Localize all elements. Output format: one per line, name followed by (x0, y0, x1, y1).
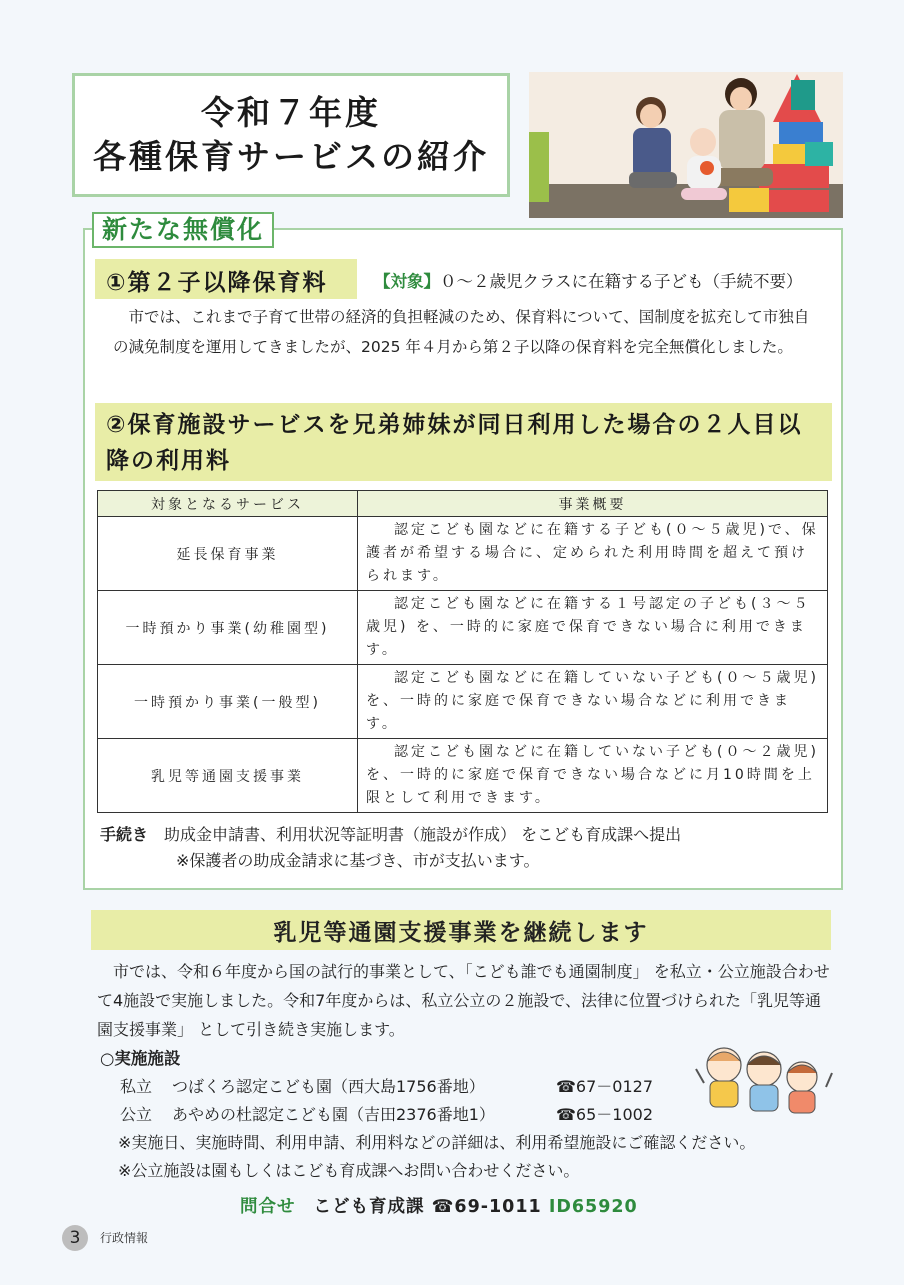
item2-heading: ②保育施設サービスを兄弟姉妹が同日利用した場合の２人目以降の利用料 (106, 412, 803, 474)
facility-tel: ☎67－0127 (556, 1077, 654, 1096)
table-row (98, 665, 828, 739)
facility-name: つばくろ認定こども園（西大島1756番地） (172, 1077, 485, 1096)
table-row (98, 591, 828, 665)
target-text: ０～２歳児クラスに在籍する子ども（手続不要） (440, 272, 803, 291)
table-cell-desc: 認定こども園などに在籍する子ども(０～５歳児)で、保護者が希望する場合に、定められた利用時間を超えて預けられます。 (358, 517, 828, 591)
item1-target (374, 268, 803, 292)
infant-body (97, 957, 837, 1044)
item1-body-text: 市では、これまで子育て世帯の経済的負担軽減のため、保育料について、国制度を拡充して市独自の減免制度を運用してきましたが、2025 年４月から第２子以降の保育料を完全無償化しました。 (113, 308, 810, 356)
kids-illustration (694, 1043, 834, 1119)
page-number: 3 (62, 1225, 88, 1251)
table-cell-desc: 認定こども園などに在籍していない子ども(０～５歳児) を、一時的に家庭で保育できない場合などに利用できます。 (358, 665, 828, 739)
procedure (100, 820, 681, 850)
procedure-note: ※保護者の助成金請求に基づき、市が支払います。 (176, 851, 540, 870)
facility-type: 私立 (120, 1077, 153, 1096)
childcare-photo-illustration (529, 72, 843, 218)
service-table (97, 490, 828, 813)
footer-section: 行政情報 (100, 1231, 149, 1245)
infant-heading: 乳児等通園支援事業を継続します (273, 920, 649, 946)
table-cell-name: 一時預かり事業(幼稚園型) (98, 591, 358, 665)
target-bracket: 【対象】 (374, 272, 440, 291)
item1-heading: ①第２子以降保育料 (106, 270, 328, 296)
contact (240, 1193, 638, 1218)
facility-row (120, 1102, 653, 1128)
procedure-label: 手続き (100, 825, 149, 844)
infant-body-text: 市では、令和６年度から国の試行的事業として、「こども誰でも通園制度」 を私立・公立施設合わせて4施設で実施しました。令和7年度からは、私立公立の２施設で、法律に位置づけられた「乳児等通園支援事業」 として引き続き実施します。 (97, 962, 830, 1039)
table-cell-name: 乳児等通園支援事業 (98, 739, 358, 813)
facility-row (120, 1074, 653, 1100)
procedure-text: 助成金申請書、利用状況等証明書（施設が作成） をこども育成課へ提出 (164, 825, 682, 844)
table-header-summary: 事業概要 (358, 491, 828, 517)
table-row (98, 739, 828, 813)
facility-type: 公立 (120, 1105, 153, 1124)
free-section-label: 新たな無償化 (92, 212, 274, 248)
table-cell-name: 一時預かり事業(一般型) (98, 665, 358, 739)
contact-label: 問合せ (240, 1197, 296, 1217)
table-cell-desc: 認定こども園などに在籍する１号認定の子ども(３～５歳児) を、一時的に家庭で保育できない場合に利用できます。 (358, 591, 828, 665)
header-photo (529, 72, 843, 218)
page-title-line2: 各種保育サービスの紹介 (93, 137, 489, 176)
facility-heading: ○実施施設 (100, 1049, 181, 1068)
contact-id: ID65920 (548, 1197, 638, 1217)
page-title-line1: 令和７年度 (201, 93, 381, 132)
table-header-row (98, 491, 828, 517)
table-cell-desc: 認定こども園などに在籍していない子ども(０～２歳児) を、一時的に家庭で保育できない場合などに月10時間を上限として利用できます。 (358, 739, 828, 813)
contact-dept: こども育成課 ☎69-1011 (313, 1197, 549, 1217)
facility-name: あやめの杜認定こども園（吉田2376番地1） (172, 1105, 495, 1124)
facility-tel: ☎65－1002 (556, 1105, 654, 1124)
note-details: ※実施日、実施時間、利用申請、利用料などの詳細は、利用希望施設にご確認ください。 (118, 1133, 756, 1152)
note-public: ※公立施設は園もしくはこども育成課へお問い合わせください。 (118, 1161, 580, 1180)
table-header-service: 対象となるサービス (98, 491, 358, 517)
title-box (72, 73, 510, 197)
item1-body (113, 302, 813, 362)
table-row (98, 517, 828, 591)
table-cell-name: 延長保育事業 (98, 517, 358, 591)
